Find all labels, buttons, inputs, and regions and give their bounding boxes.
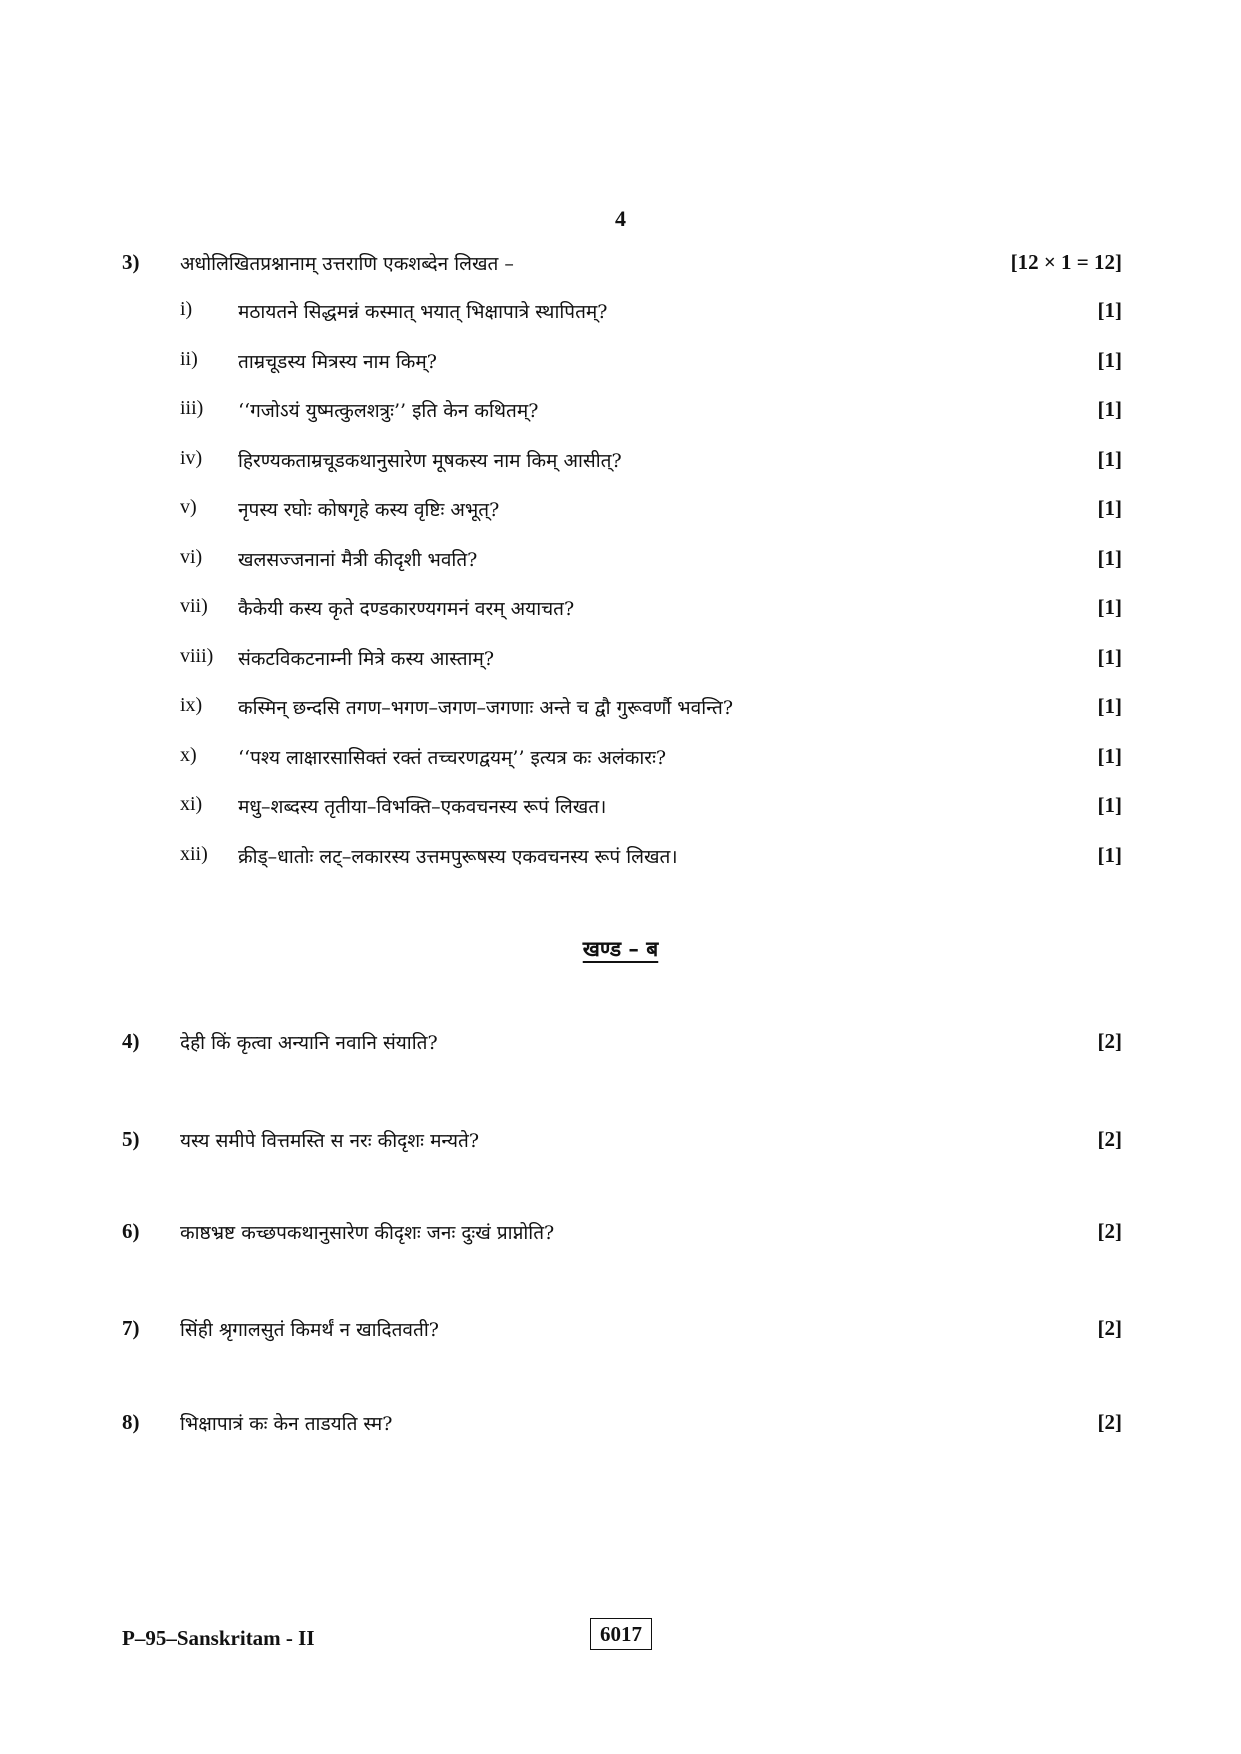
sub-question-text: ‘‘पश्य लाक्षारसासिक्तं रक्तं तच्चरणद्वयम्’’ इत्यत्र कः अलंकारः? — [238, 746, 667, 769]
question-marks: [2] — [1097, 1219, 1122, 1243]
sub-question-marks: [1] — [1097, 644, 1122, 669]
sub-question-text: मठायतने सिद्धमन्नं कस्मात् भयात् भिक्षापात्रे स्थापितम्? — [238, 301, 608, 323]
question-5 — [122, 1127, 1122, 1161]
sub-question-number: i) — [180, 298, 193, 320]
question-number: 8) — [122, 1410, 140, 1434]
sub-question-number: ix) — [180, 694, 203, 716]
sub-question-number: xi) — [180, 793, 203, 815]
section-title-text: खण्ड – ब — [582, 936, 659, 961]
sub-question-number: iii) — [180, 397, 204, 419]
question-text: काष्ठभ्रष्ट कच्छपकथानुसारेण कीदृशः जनः दुःखं प्राप्नोति? — [180, 1222, 555, 1244]
sub-question-number: vii) — [180, 595, 208, 617]
sub-question — [122, 645, 1122, 695]
sub-question-number: ii) — [180, 347, 198, 370]
question-text: अधोलिखितप्रश्नानाम् उत्तराणि एकशब्देन लिखत – — [180, 253, 514, 275]
question-number: 4) — [122, 1029, 140, 1053]
sub-question — [122, 793, 1122, 843]
question-marks: [2] — [1097, 1316, 1122, 1340]
sub-question-marks: [1] — [1097, 298, 1122, 322]
sub-question — [122, 546, 1122, 596]
question-number: 5) — [122, 1127, 140, 1151]
serial-number-box: 6017 — [590, 1618, 652, 1650]
question-number: 7) — [122, 1316, 140, 1340]
question-marks: [2] — [1097, 1127, 1122, 1151]
sub-question-text: मधु–शब्दस्य तृतीया–विभक्ति–एकवचनस्य रूपं लिखत। — [238, 796, 607, 818]
sub-question-text: नृपस्य रघोः कोषगृहे कस्य वृष्टिः अभूत्? — [238, 499, 500, 521]
sub-question-number: v) — [180, 496, 197, 518]
question-3 — [122, 250, 1122, 284]
sub-question-text: कैकेयी कस्य कृते दण्डकारण्यगमनं वरम् अयाचत? — [238, 598, 575, 620]
sub-question-list — [122, 298, 1122, 892]
sub-question-number: viii) — [180, 644, 214, 667]
question-marks: [12 × 1 = 12] — [1010, 250, 1122, 274]
sub-question-text: ‘‘गजोऽयं युष्मत्कुलशत्रुः’’ इति केन कथितम्? — [238, 400, 539, 422]
page-number: 4 — [615, 206, 626, 231]
sub-question-marks: [1] — [1097, 347, 1122, 372]
question-marks: [2] — [1097, 1410, 1122, 1434]
sub-question-marks: [1] — [1097, 842, 1122, 867]
question-6 — [122, 1219, 1122, 1253]
question-7 — [122, 1316, 1122, 1350]
sub-question-marks: [1] — [1097, 595, 1122, 619]
sub-question — [122, 843, 1122, 893]
sub-question — [122, 744, 1122, 794]
question-8 — [122, 1410, 1122, 1444]
sub-question — [122, 694, 1122, 744]
sub-question-number: x) — [180, 743, 197, 766]
question-text: देही किं कृत्वा अन्यानि नवानि संयाति? — [180, 1032, 438, 1054]
sub-question-text: हिरण्यकताम्रचूडकथानुसारेण मूषकस्य नाम किम् आसीत्? — [238, 449, 622, 472]
sub-question-text: संकटविकटनाम्नी मित्रे कस्य आस्ताम्? — [238, 647, 495, 670]
question-4 — [122, 1029, 1122, 1063]
sub-question-marks: [1] — [1097, 545, 1122, 570]
sub-question-marks: [1] — [1097, 743, 1122, 768]
question-marks: [2] — [1097, 1029, 1122, 1053]
section-title — [0, 935, 1241, 963]
sub-question-text: ताम्रचूडस्य मित्रस्य नाम किम्? — [238, 350, 437, 373]
sub-question — [122, 595, 1122, 645]
question-text: भिक्षापात्रं कः केन ताडयति स्म? — [180, 1413, 393, 1435]
sub-question-number: iv) — [180, 446, 203, 469]
question-text: यस्य समीपे वित्तमस्ति स नरः कीदृशः मन्यते? — [180, 1130, 480, 1152]
sub-question-marks: [1] — [1097, 397, 1122, 421]
sub-question — [122, 298, 1122, 348]
sub-question-number: xii) — [180, 842, 208, 865]
sub-question-text: क्रीड्–धातोः लट्–लकारस्य उत्तमपुरूषस्य एकवचनस्य रूपं लिखत। — [238, 845, 678, 868]
sub-question-marks: [1] — [1097, 446, 1122, 471]
sub-question — [122, 447, 1122, 497]
sub-question-marks: [1] — [1097, 496, 1122, 520]
sub-question-text: खलसज्जनानां मैत्री कीदृशी भवति? — [238, 548, 478, 571]
sub-question-text: कस्मिन् छन्दसि तगण–भगण–जगण–जगणाः अन्ते च द्वौ गुरूवर्णौ भवन्ति? — [238, 697, 734, 719]
sub-question — [122, 496, 1122, 546]
question-text: सिंही श्रृगालसुतं किमर्थं न खादितवती? — [180, 1319, 439, 1341]
sub-question-marks: [1] — [1097, 694, 1122, 718]
sub-question — [122, 397, 1122, 447]
sub-question-number: vi) — [180, 545, 203, 568]
sub-question — [122, 348, 1122, 398]
sub-question-marks: [1] — [1097, 793, 1122, 817]
paper-code: P–95–Sanskritam - II — [122, 1626, 315, 1650]
question-number: 6) — [122, 1219, 140, 1243]
question-number: 3) — [122, 250, 140, 274]
